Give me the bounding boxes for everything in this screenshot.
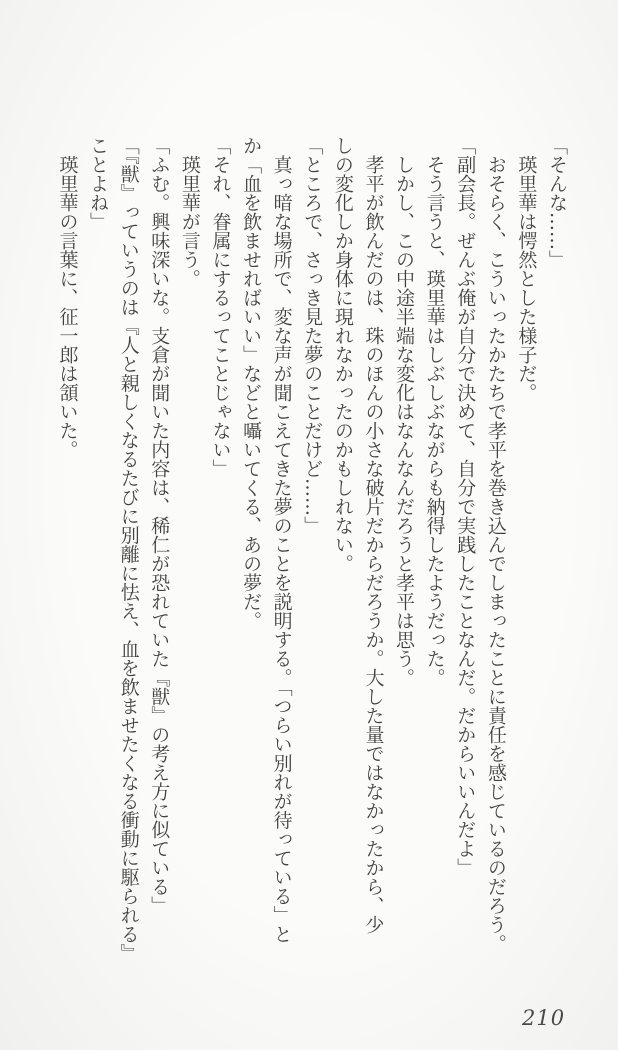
text-line: しかし、この中途半端な変化はなんなんだろうと孝平は思う。 (393, 136, 416, 687)
text-line: 「ところで、さっき見た夢のことだけど……」 (301, 136, 324, 535)
text-line: ことよね」 (87, 136, 110, 231)
text-line: 瑛里華の言葉に、征一郎は頷いた。 (56, 136, 79, 459)
text-line: そう言うと、瑛里華はしぶしぶながらも納得したようだった。 (423, 136, 446, 687)
text-line: 「ふむ。興味深いな。支倉が聞いた内容は、稀仁が恐れていた『獣』の考え方に似ている」 (148, 136, 171, 915)
text-line: 「『獣』っていうのは『人と親しくなるたびに別離に怯え、血を飲ませたくなる衝動に駆られる』 (117, 136, 140, 963)
text-line: おそらく、こういったかたちで孝平を巻き込んでしまったことに責任を感じているのだろう。 (484, 136, 507, 953)
text-line: しの変化しか身体に現れなかったのかもしれない。 (331, 136, 354, 573)
text-line: 孝平が飲んだのは、珠のほんの小さな破片だからだろうか。大した量ではなかったから、少 (362, 136, 385, 934)
text-line: 瑛里華は愕然とした様子だ。 (515, 136, 538, 402)
text-line: 「そんな……」 (546, 136, 568, 269)
text-area (52, 136, 572, 986)
text-line: 「それ、眷属にするってことじゃない」 (209, 136, 232, 478)
text-line: 瑛里華が言う。 (178, 136, 201, 288)
text-line: 真っ暗な場所で、変な声が聞こえてきた夢のことを説明する。「つらい別れが待っている」と (270, 136, 293, 944)
text-line: か「血を飲ませればいい」などと囁いてくる、あの夢だ。 (240, 136, 263, 630)
text-line: 「副会長。ぜんぶ俺が自分で決めて、自分で実践したことなんだ。だからいいんだよ」 (454, 136, 477, 877)
page-number: 210 (522, 1006, 566, 1030)
